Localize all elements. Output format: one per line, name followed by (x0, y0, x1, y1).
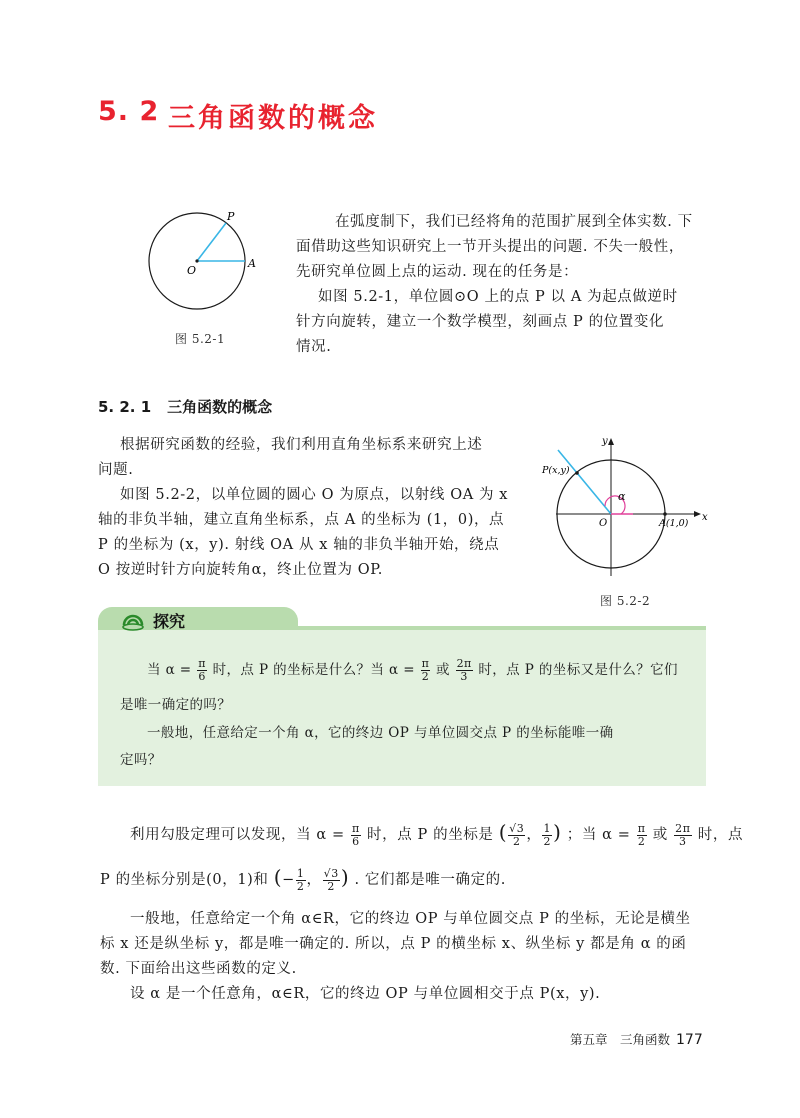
body2-para3-line-1: 设 α 是一个任意角，α∈R，它的终边 OP 与单位圆相交于点 P(x，y). (130, 986, 601, 1002)
explore-question-1: 当 α = $\frac{\pi}{6}$ 时，点 P 的坐标是什么？当 α = $\frac{\pi}{2}$ 或 $\frac{2\pi}{3}$ 时，点 P 的坐标又是什么？它们 (147, 657, 678, 683)
fraction-pi-over-2: $\frac{\pi}{2}$ (421, 657, 430, 683)
body2-line-2: P 的坐标分别是(0，1)和 (− $\frac{1}{2}$ ， $\frac{√3}{2}$ ) . 它们都是唯一确定的. (100, 865, 506, 893)
explore-label: 探究 (153, 612, 186, 631)
intro-line-2: 面借助这些知识研究上一节开头提出的问题. 不失一般性， (296, 239, 684, 255)
section-number: 5. 2 (98, 96, 160, 127)
intro-line-6: 情况. (296, 339, 332, 355)
figure2-caption: 图 5.2-2 (600, 594, 651, 608)
ray-op (197, 223, 226, 261)
label-y: y (602, 436, 608, 447)
subsection-title: 三角函数的概念 (167, 398, 273, 416)
terminal-ray (558, 450, 611, 514)
label-point-a: A(1,0) (659, 518, 689, 529)
label-x: x (702, 512, 708, 523)
figure1-caption: 图 5.2-1 (175, 332, 226, 346)
body1-line-2: 问题. (98, 462, 134, 478)
figure-unit-circle (138, 205, 278, 315)
fraction-2pi-over-3-b: $\frac{2\pi}{3}$ (675, 821, 691, 848)
page-number: 177 (676, 1032, 703, 1048)
body1-line-3: 如图 5.2-2，以单位圆的圆心 O 为原点，以射线 OA 为 x (120, 487, 509, 503)
label-origin: O (599, 518, 608, 529)
page-footer (570, 1030, 703, 1048)
label-point-p: P(x,y) (542, 465, 570, 476)
fraction-sqrt3-over-2-b: $\frac{√3}{2}$ (323, 866, 339, 893)
fraction-pi-over-6: $\frac{\pi}{6}$ (198, 657, 206, 683)
body1-line-4: 轴的非负半轴，建立直角坐标系，点 A 的坐标为 (1，0)，点 (98, 512, 505, 528)
label-alpha: α (618, 490, 626, 503)
intro-line-3: 先研究单位圆上点的运动. 现在的任务是： (296, 264, 579, 280)
section-title: 三角函数的概念 (168, 103, 378, 134)
body2-line-1: 利用勾股定理可以发现，当 α = $\frac{\pi}{6}$ 时，点 P 的坐标是 ( $\frac{√3}{2}$ ， $\frac{1}{2}$ ) ；当 α = $\frac{\pi}{2}$ 或 $\frac{2\pi}{3}$ 时，点 (130, 820, 744, 848)
x-axis-arrow (694, 511, 701, 517)
explore-question-2: 一般地，任意给定一个角 α，它的终边 OP 与单位圆交点 P 的坐标能唯一确 (147, 725, 614, 741)
body2-para2-line-2: 标 x 还是纵坐标 y，都是唯一确定的. 所以，点 P 的横坐标 x、纵坐标 y 都是角 α 的函 (100, 936, 687, 952)
body1-line-1: 根据研究函数的经验，我们利用直角坐标系来研究上述 (120, 437, 483, 453)
label-a: A (248, 257, 256, 270)
fraction-1-over-2-b: $\frac{1}{2}$ (296, 866, 305, 893)
body1-line-6: O 按逆时针方向旋转角α，终止位置为 OP. (98, 562, 383, 578)
label-o: O (187, 264, 197, 277)
fraction-2pi-over-3: $\frac{2\pi}{3}$ (456, 657, 472, 683)
fraction-pi-over-6-b: $\frac{\pi}{6}$ (351, 821, 360, 848)
intro-line-4: 如图 5.2-1，单位圆⊙O 上的点 P 以 A 为起点做逆时 (318, 289, 678, 305)
label-p: P (227, 210, 235, 223)
figure-coordinate-system (538, 432, 713, 580)
explore-question-2-end: 定吗？ (120, 752, 162, 768)
intro-line-1: 在弧度制下，我们已经将角的范围扩展到全体实数. 下 (335, 214, 693, 230)
subsection-heading (98, 396, 272, 417)
y-axis-arrow (608, 438, 614, 445)
footer-chapter: 第五章 三角函数 (570, 1032, 671, 1047)
intro-line-5: 针方向旋转，建立一个数学模型，刻画点 P 的位置变化 (296, 314, 665, 330)
explore-question-1-end: 是唯一确定的吗？ (120, 697, 232, 713)
body1-line-5: P 的坐标为 (x，y). 射线 OA 从 x 轴的非负半轴开始，绕点 (98, 537, 500, 553)
explore-icon (121, 611, 145, 631)
fraction-pi-over-2-b: $\frac{\pi}{2}$ (637, 821, 646, 848)
subsection-number: 5. 2. 1 (98, 398, 152, 416)
body2-para2-line-3: 数. 下面给出这些函数的定义. (100, 961, 297, 977)
fraction-1-over-2: $\frac{1}{2}$ (543, 821, 552, 848)
body2-para2-line-1: 一般地，任意给定一个角 α∈R，它的终边 OP 与单位圆交点 P 的坐标，无论是横坐 (130, 911, 691, 927)
fraction-sqrt3-over-2: $\frac{√3}{2}$ (509, 821, 525, 848)
